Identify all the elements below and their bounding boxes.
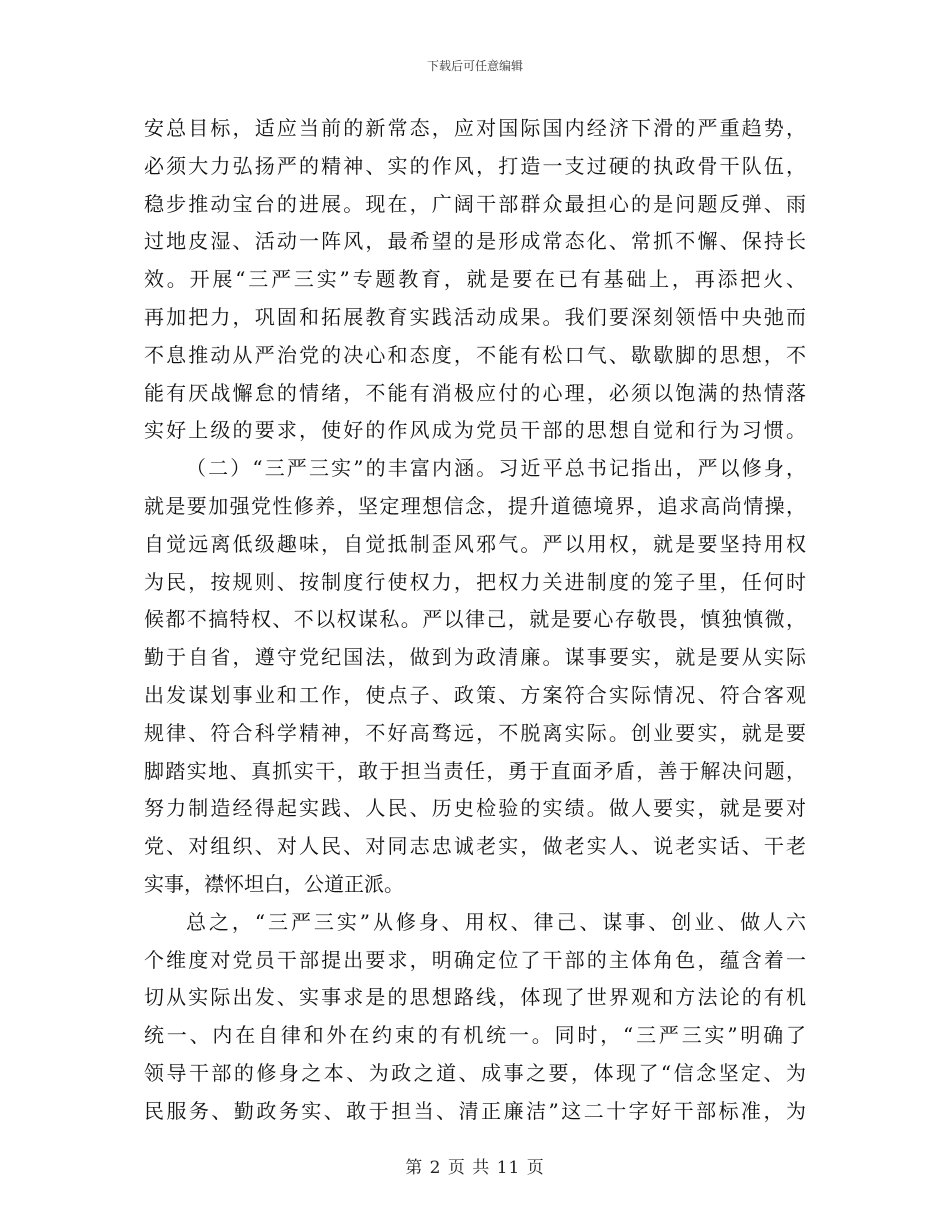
document-body [144,110,806,1131]
text-line: 实好上级的要求，使好的作风成为党员干部的思想自觉和行为习惯。 [144,418,806,443]
text-line: 必须大力弘扬严的精神、实的作风，打造一支过硬的执政骨干队伍， [144,153,806,178]
text-line: （二）“三严三实”的丰富内涵。习近平总书记指出，严以修身， [186,456,806,481]
page-header: 下载后可任意编辑 [426,59,523,73]
text-line: 效。开展“三严三实”专题教育，就是要在已有基础上，再添把火、 [144,267,806,292]
text-line: 个维度对党员干部提出要求，明确定位了干部的主体角色，蕴含着一 [144,947,806,972]
text-line: 总之，“三严三实”从修身、用权、律己、谋事、创业、做人六 [186,909,806,934]
text-line: 安总目标，适应当前的新常态，应对国际国内经济下滑的严重趋势， [144,116,806,140]
text-line: 为民，按规则、按制度行使权力，把权力关进制度的笼子里，任何时 [144,569,806,594]
text-line: 不息推动从严治党的决心和态度，不能有松口气、歇歇脚的思想，不 [144,342,806,367]
text-line: 过地皮湿、活动一阵风，最希望的是形成常态化、常抓不懈、保持长 [144,229,806,254]
text-line: 统一、内在自律和外在约束的有机统一。同时，“三严三实”明确了 [144,1023,806,1048]
text-line: 努力制造经得起实践、人民、历史检验的实绩。做人要实，就是要对 [144,796,806,821]
text-line: 勤于自省，遵守党纪国法，做到为政清廉。谋事要实，就是要从实际 [144,645,806,670]
text-line: 领导干部的修身之本、为政之道、成事之要，体现了“信念坚定、为 [144,1060,806,1085]
text-line: 切从实际出发、实事求是的思想路线，体现了世界观和方法论的有机 [144,985,806,1010]
text-line: 出发谋划事业和工作，使点子、政策、方案符合实际情况、符合客观 [144,682,806,707]
text-line: 稳步推动宝台的进展。现在，广阔干部群众最担心的是问题反弹、雨 [144,191,806,216]
text-line: 脚踏实地、真抓实干，敢于担当责任，勇于直面矛盾，善于解决问题， [144,758,806,783]
text-line: 就是要加强党性修养，坚定理想信念，提升道德境界，追求高尚情操， [144,493,806,518]
text-line: 候都不搞特权、不以权谋私。严以律己，就是要心存敬畏，慎独慎微， [144,607,806,632]
text-line: 党、对组织、对人民、对同志忠诚老实，做老实人、说老实话、干老 [144,834,806,859]
text-line: 再加把力，巩固和拓展教育实践活动成果。我们要深刻领悟中央弛而 [144,304,806,329]
text-line: 实事，襟怀坦白，公道正派。 [144,871,404,896]
text-line: 规律、符合科学精神，不好高骛远，不脱离实际。创业要实，就是要 [144,720,806,745]
text-line: 民服务、勤政务实、敢于担当、清正廉洁”这二十字好干部标准，为 [144,1098,806,1123]
text-line: 自觉远离低级趣味，自觉抵制歪风邪气。严以用权，就是要坚持用权 [144,531,806,556]
page-number-footer: 第 2 页 共 11 页 [405,1158,545,1178]
text-line: 能有厌战懈怠的情绪，不能有消极应付的心理，必须以饱满的热情落 [144,380,806,405]
